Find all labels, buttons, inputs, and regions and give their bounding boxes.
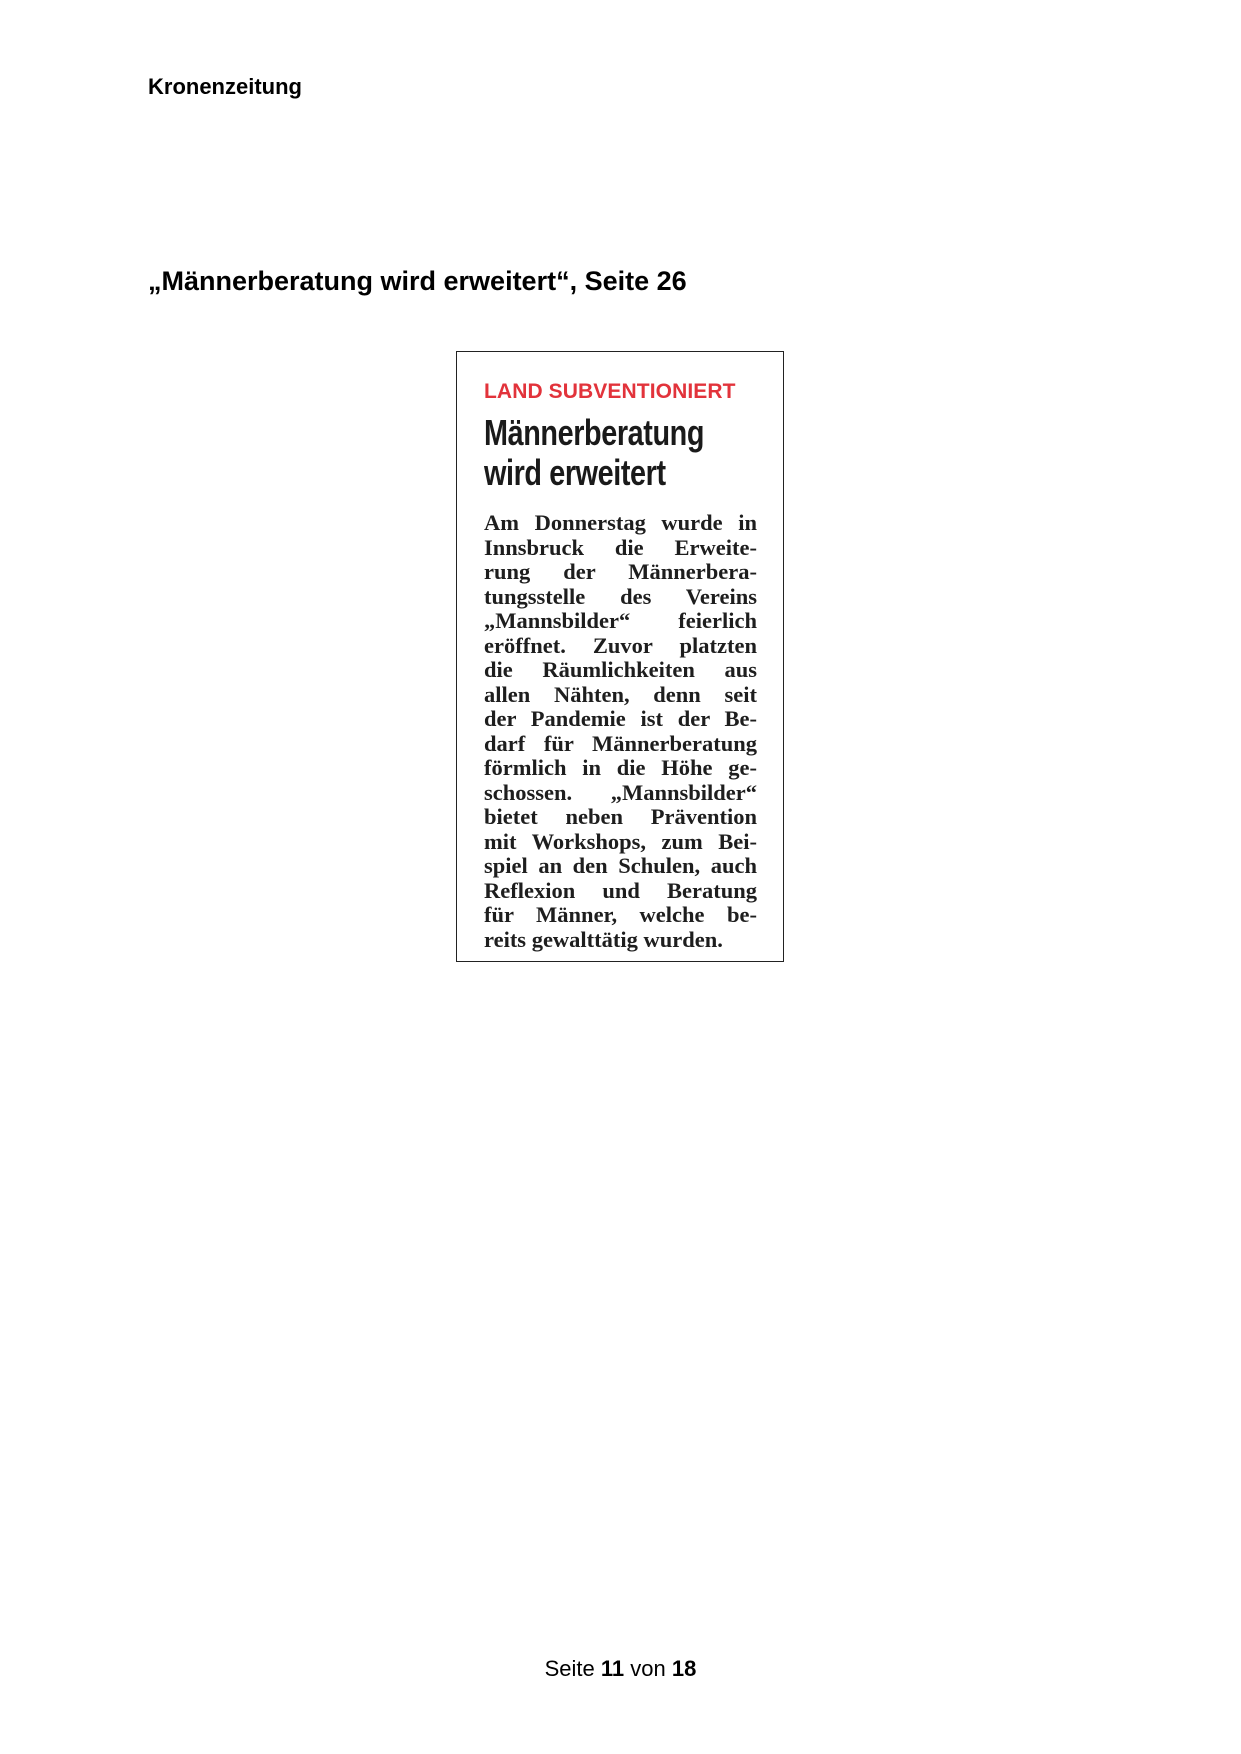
body-line: der Pandemie ist der Be- (484, 706, 757, 731)
article-headline (484, 413, 756, 493)
body-line: „Mannsbilder“ feierlich (484, 608, 757, 633)
article-body (484, 511, 757, 952)
document-title: „Männerberatung wird erweitert“, Seite 26 (148, 266, 687, 296)
body-line: allen Nähten, denn seit (484, 681, 757, 707)
headline-line: Männerberatung (484, 412, 705, 453)
body-line: für Männer, welche be- (484, 902, 757, 927)
body-line: schossen. „Mannsbilder“ (484, 779, 757, 805)
body-line: spiel an den Schulen, auch (484, 853, 757, 878)
body-line: mit Workshops, zum Bei- (484, 828, 757, 854)
headline-line: wird erweitert (484, 452, 666, 493)
article-kicker: LAND SUBVENTIONIERT (484, 380, 736, 403)
current-page-number: 11 (600, 1656, 625, 1681)
body-line: förmlich in die Höhe ge- (484, 755, 757, 780)
body-line: Am Donnerstag wurde in (484, 510, 757, 535)
newspaper-clipping (456, 351, 784, 962)
body-line: die Räumlichkeiten aus (484, 657, 757, 682)
body-line: reits gewalttätig wurden. (484, 926, 723, 952)
page-separator: von (630, 1656, 666, 1681)
body-line: Innsbruck die Erweite- (484, 534, 757, 560)
body-line: bietet neben Prävention (484, 804, 757, 829)
publication-name: Kronenzeitung (148, 74, 302, 99)
body-line: eröffnet. Zuvor platzten (484, 632, 757, 658)
body-line: rung der Männerbera- (484, 559, 757, 584)
page-footer (0, 1656, 1241, 1682)
total-pages-number: 18 (671, 1656, 697, 1681)
body-line: tungsstelle des Vereins (484, 583, 757, 609)
page-label: Seite (544, 1656, 595, 1681)
body-line: Reflexion und Beratung (484, 877, 757, 903)
body-line: darf für Männerberatung (484, 730, 757, 756)
